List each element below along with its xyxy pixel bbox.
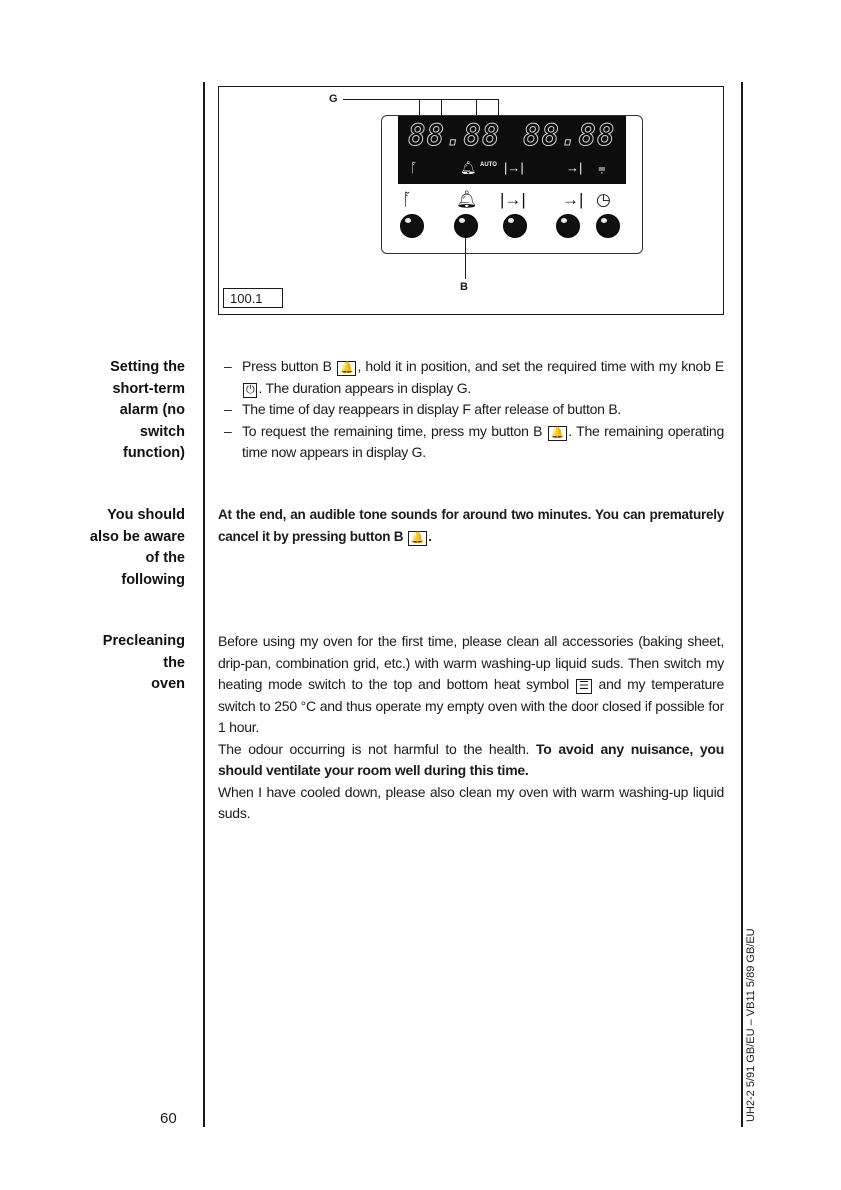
display-g-digits: 88.88	[523, 118, 616, 152]
lcd-display	[398, 116, 626, 184]
bell-key-icon: 🔔	[408, 531, 427, 546]
heat-symbol-icon: ᚪ	[410, 160, 418, 175]
bell-icon: 🔔︎	[460, 160, 477, 175]
callout-b-label: B	[460, 281, 468, 293]
auto-indicator: AUTO	[480, 162, 497, 168]
duration-icon: |→|	[504, 160, 524, 175]
knob-b[interactable]	[454, 214, 478, 238]
timer-knob-icon: ⏻	[243, 383, 257, 398]
display-f-digits: 88.88	[408, 118, 501, 152]
right-margin-rule	[741, 82, 743, 1127]
end-time-icon: →|	[562, 190, 584, 209]
bell-key-icon: 🔔	[337, 361, 356, 376]
bell-key-icon: 🔔	[548, 426, 567, 441]
left-margin-rule	[203, 82, 205, 1127]
heat-symbol-icon: ᚪ	[402, 190, 413, 209]
callout-g-label: G	[329, 93, 338, 105]
precleaning-paragraph-3: When I have cooled down, please also clean my oven with warm washing-up liquid suds.	[218, 783, 724, 821]
clock-icon: ◷	[596, 190, 611, 209]
heading-precleaning: Precleaning the oven	[102, 633, 185, 692]
bell-icon: 🔔︎	[456, 190, 478, 209]
list-item: – To request the remaining time, press my button B 🔔 . The remaining operating time now appears in display G.	[218, 421, 724, 464]
precleaning-text	[218, 631, 724, 825]
knob-a[interactable]	[400, 214, 424, 238]
figure-label: 100.1	[223, 288, 283, 308]
document-code: UH2-2 5/91 GB/EU – VB11 5/89 GB/EU	[745, 928, 757, 1122]
knob-c[interactable]	[503, 214, 527, 238]
top-bottom-heat-icon: ☰	[576, 679, 592, 694]
end-time-icon: →|	[566, 160, 583, 175]
cooking-icon: ⩦	[598, 160, 606, 175]
page-number: 60	[160, 1110, 177, 1127]
oven-control-panel	[381, 115, 643, 254]
list-item: – The time of day reappears in display F after release of button B.	[218, 399, 724, 421]
alarm-instructions	[218, 356, 724, 464]
heading-be-aware: You should also be aware of the following	[89, 507, 185, 588]
alarm-note: At the end, an audible tone sounds for around two minutes. You can prematurely cancel it by pressing button B 🔔 .	[218, 507, 724, 544]
heading-short-term-alarm: Setting the short-term alarm (no switch function)	[110, 359, 185, 461]
control-panel-figure	[218, 86, 724, 315]
duration-icon: |→|	[500, 190, 526, 209]
knob-d[interactable]	[556, 214, 580, 238]
list-item: – Press button B 🔔 , hold it in position, and set the required time with my knob E ⏻ . The duration appears in display G.	[218, 356, 724, 399]
knob-e[interactable]	[596, 214, 620, 238]
precleaning-paragraph-1: Before using my oven for the first time, please clean all accessories (baking sheet, drip-pan, combination grid, etc.) with warm washing-up liquid suds. Then switch my heating mode switch to the top and bottom heat symbol ☰ and my temperature switch to 250 °C and thus operate my empty oven with the door closed if possible for 1 hour.	[218, 633, 724, 735]
precleaning-paragraph-2: The odour occurring is not harmful to the health. To avoid any nuisance, you should ventilate your room well during this time.	[218, 740, 724, 778]
